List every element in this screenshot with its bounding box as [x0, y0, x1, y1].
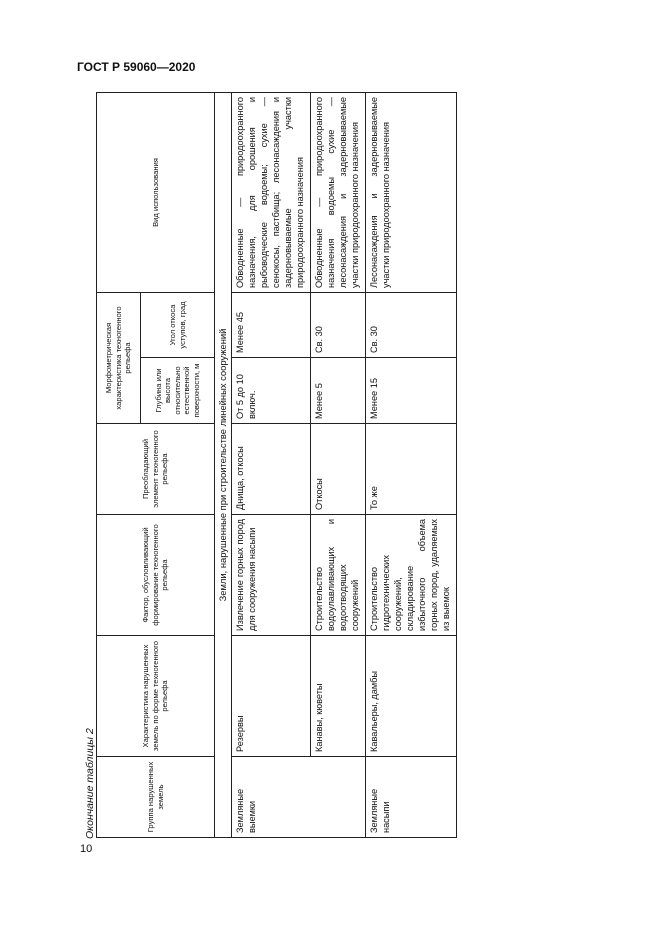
table-row — [366, 93, 457, 838]
header-depth: Глубина или высота относительно естественной поверхности, м — [141, 358, 215, 424]
cell-factor: Извлечение горных пород для сооружения насыпи — [232, 515, 311, 636]
cell-group: Земляные выемки — [232, 757, 311, 838]
table-row — [232, 93, 311, 838]
land-disturbance-table — [96, 92, 457, 838]
header-morpho: Морфометрическая характеристика техногенного рельефа — [97, 293, 141, 424]
cell-group — [311, 757, 366, 838]
page-number: 10 — [80, 843, 93, 855]
header-factor: Фактор, обусловливающий формирование техногенного рельефа — [97, 515, 215, 636]
header-element: Преобладающий элемент техногенного рельефа — [97, 424, 215, 515]
cell-element: Откосы — [311, 424, 366, 515]
cell-depth: От 5 до 10 включ. — [232, 358, 311, 424]
cell-use: Лесонасаждения и задерновываемые участки природоохранного назначения — [366, 93, 457, 293]
cell-characteristic: Резервы — [232, 636, 311, 757]
cell-characteristic: Кавальеры, дамбы — [366, 636, 457, 757]
header-group: Группа нарушенных земель — [97, 757, 215, 838]
cell-angle: Менее 45 — [232, 293, 311, 358]
cell-use: Обводненные — природоохранного назначения водоемы сухие — лесонасаждения и задерновываемые участки природоохранного назначения — [311, 93, 366, 293]
rotated-table-container — [96, 93, 451, 838]
cell-angle: Св. 30 — [311, 293, 366, 358]
cell-depth: Менее 15 — [366, 358, 457, 424]
section-title: Земли, нарушенные при строительстве линейных сооружений — [215, 93, 232, 838]
header-angle: Угол откоса уступов, град — [141, 293, 215, 358]
document-title: ГОСТ Р 59060—2020 — [77, 60, 196, 74]
cell-depth: Менее 5 — [311, 358, 366, 424]
cell-use: Обводненные — природоохранного назначения, для орошения и рыбоводческие водоемы; сухие — сенокосы, пастбища; лесонасаждения и задерновываемые участки природоохранного назначения — [232, 93, 311, 293]
cell-element: Днища, откосы — [232, 424, 311, 515]
table-caption: Окончание таблицы 2 — [84, 728, 96, 839]
table-row — [311, 93, 366, 838]
cell-characteristic: Канавы, кюветы — [311, 636, 366, 757]
cell-factor: Строительство гидротехнических сооружений, складирование избыточного объема горных пород, удаляемых из выемок — [366, 515, 457, 636]
cell-group: Земляные насыпи — [366, 757, 457, 838]
header-characteristic: Характеристика нарушенных земель по форме техногенного рельефа — [97, 636, 215, 757]
cell-element: То же — [366, 424, 457, 515]
header-use: Вид использования — [97, 93, 215, 293]
cell-angle: Св. 30 — [366, 293, 457, 358]
cell-factor: Строительство водоулавливающих и водоотводящих сооружений — [311, 515, 366, 636]
